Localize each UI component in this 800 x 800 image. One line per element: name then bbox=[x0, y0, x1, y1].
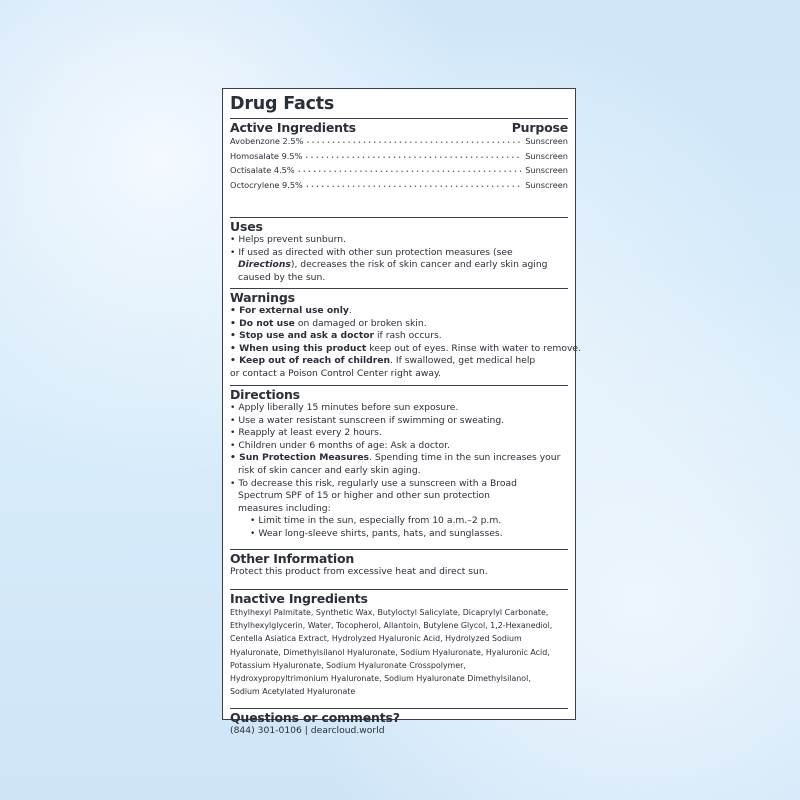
other-heading: Other Information bbox=[230, 551, 355, 566]
inactive-heading: Inactive Ingredients bbox=[230, 591, 368, 606]
direction-line: • Wear long-sleeve shirts, pants, hats, and sunglasses. bbox=[250, 527, 503, 539]
warning-bold: • Do not use bbox=[230, 317, 295, 329]
warning-bold: • Stop use and ask a doctor bbox=[230, 330, 375, 342]
active-heading: Active Ingredients bbox=[230, 120, 356, 135]
warning-line bbox=[230, 318, 568, 331]
direction-text: . Spending time in the sun increases your bbox=[369, 452, 561, 464]
other-text: Protect this product from excessive heat and direct sun. bbox=[230, 566, 488, 577]
panel-title: Drug Facts bbox=[230, 89, 568, 119]
uses-line: • Helps prevent sunburn. bbox=[230, 234, 346, 245]
leader-dots bbox=[298, 164, 523, 179]
other-information-section bbox=[230, 550, 568, 590]
ingredient-pct: 4.5% bbox=[273, 165, 295, 176]
direction-line: • Use a water resistant sunscreen if swimming or sweating. bbox=[230, 414, 505, 426]
ingredient-purpose: Sunscreen bbox=[525, 136, 568, 146]
inactive-line: Ethylhexylglycerin, Water, Tocopherol, Allantoin, Butylene Glycol, 1,2-Hexanediol, bbox=[230, 621, 553, 631]
questions-section bbox=[230, 709, 568, 741]
uses-line: • If used as directed with other sun protection measures (see bbox=[230, 246, 513, 258]
ingredient-row bbox=[230, 164, 568, 179]
warning-text: . bbox=[348, 305, 352, 316]
ingredient-pct: 9.5% bbox=[282, 179, 303, 190]
warning-text: keep out of eyes. Rinse with water to remove. bbox=[366, 342, 581, 354]
ingredient-name: Homosalate bbox=[230, 150, 279, 161]
active-ingredients-section bbox=[230, 119, 568, 218]
contact-text: (844) 301-0106 | dearcloud.world bbox=[230, 725, 385, 736]
direction-line: • Limit time in the sun, especially from 10 a.m.–2 p.m. bbox=[250, 515, 502, 527]
inactive-line: Centella Asiatica Extract, Hydrolyzed Hyaluronic Acid, Hydrolyzed Sodium bbox=[230, 634, 522, 644]
purpose-heading: Purpose bbox=[511, 120, 568, 135]
active-header-row bbox=[230, 120, 568, 135]
leader-dots bbox=[305, 150, 522, 165]
ingredient-purpose: Sunscreen bbox=[525, 150, 568, 161]
warning-line bbox=[230, 330, 568, 343]
ingredient-pct: 2.5% bbox=[282, 136, 304, 146]
drug-facts-panel bbox=[222, 88, 581, 736]
direction-line: risk of skin cancer and early skin aging. bbox=[238, 464, 421, 476]
uses-section bbox=[230, 218, 568, 289]
warning-bold: • Keep out of reach of children bbox=[230, 355, 391, 367]
direction-line: measures including: bbox=[238, 502, 331, 514]
directions-heading: Directions bbox=[230, 387, 300, 402]
direction-bold: • Sun Protection Measures bbox=[230, 452, 370, 464]
warning-line bbox=[230, 355, 568, 368]
warnings-section bbox=[230, 289, 581, 386]
warning-text: on damaged or broken skin. bbox=[294, 317, 427, 329]
ingredient-purpose: Sunscreen bbox=[525, 165, 568, 176]
warning-bold: • When using this product bbox=[230, 342, 367, 354]
directions-section bbox=[230, 386, 568, 550]
inactive-line: Potassium Hyaluronate, Sodium Hyaluronate Crosspolymer, bbox=[230, 660, 466, 670]
warning-line: or contact a Poison Control Center right away. bbox=[230, 367, 442, 379]
warning-line bbox=[230, 305, 568, 318]
inactive-line: Hydroxypropyltrimonium Hyaluronate, Sodium Hyaluronate Dimethylsilanol, bbox=[230, 674, 531, 684]
uses-line-rest: ), decreases the risk of skin cancer and early skin aging bbox=[290, 259, 548, 271]
warnings-heading: Warnings bbox=[230, 290, 295, 305]
inactive-ingredients-section bbox=[230, 590, 568, 709]
ingredient-row bbox=[230, 179, 568, 194]
warning-text: if rash occurs. bbox=[374, 330, 442, 342]
ingredient-purpose: Sunscreen bbox=[525, 179, 568, 190]
direction-line: • Apply liberally 15 minutes before sun exposure. bbox=[230, 402, 459, 413]
direction-line: Spectrum SPF of 15 or higher and other sun protection bbox=[238, 490, 490, 502]
ingredient-name: Octocrylene bbox=[230, 179, 280, 190]
inactive-line: Hyaluronate, Dimethylsilanol Hyaluronate, Sodium Hyaluronate, Hyaluronic Acid, bbox=[230, 647, 550, 657]
ingredient-name: Avobenzone bbox=[230, 136, 280, 146]
uses-line: caused by the sun. bbox=[238, 271, 326, 283]
ingredient-row bbox=[230, 150, 568, 165]
directions-ref: Directions bbox=[238, 259, 291, 271]
ingredient-row bbox=[230, 135, 568, 150]
warning-text: . If swallowed, get medical help bbox=[390, 355, 536, 367]
ingredient-pct: 9.5% bbox=[281, 150, 303, 161]
direction-line: • To decrease this risk, regularly use a sunscreen with a Broad bbox=[230, 477, 517, 489]
warning-line bbox=[230, 342, 581, 356]
direction-line: • Children under 6 months of age: Ask a doctor. bbox=[230, 439, 450, 451]
ingredient-name: Octisalate bbox=[230, 165, 272, 176]
questions-heading: Questions or comments? bbox=[230, 710, 400, 725]
inactive-line: Sodium Acetylated Hyaluronate bbox=[230, 687, 356, 697]
leader-dots bbox=[306, 135, 522, 150]
leader-dots bbox=[306, 179, 522, 194]
warning-bold: • For external use only bbox=[230, 305, 349, 316]
uses-heading: Uses bbox=[230, 219, 263, 234]
inactive-line: Ethylhexyl Palmitate, Synthetic Wax, Butyloctyl Salicylate, Dicaprylyl Carbonate, bbox=[230, 608, 549, 617]
direction-line: • Reapply at least every 2 hours. bbox=[230, 427, 382, 439]
direction-line bbox=[230, 452, 568, 465]
uses-line bbox=[230, 259, 568, 272]
